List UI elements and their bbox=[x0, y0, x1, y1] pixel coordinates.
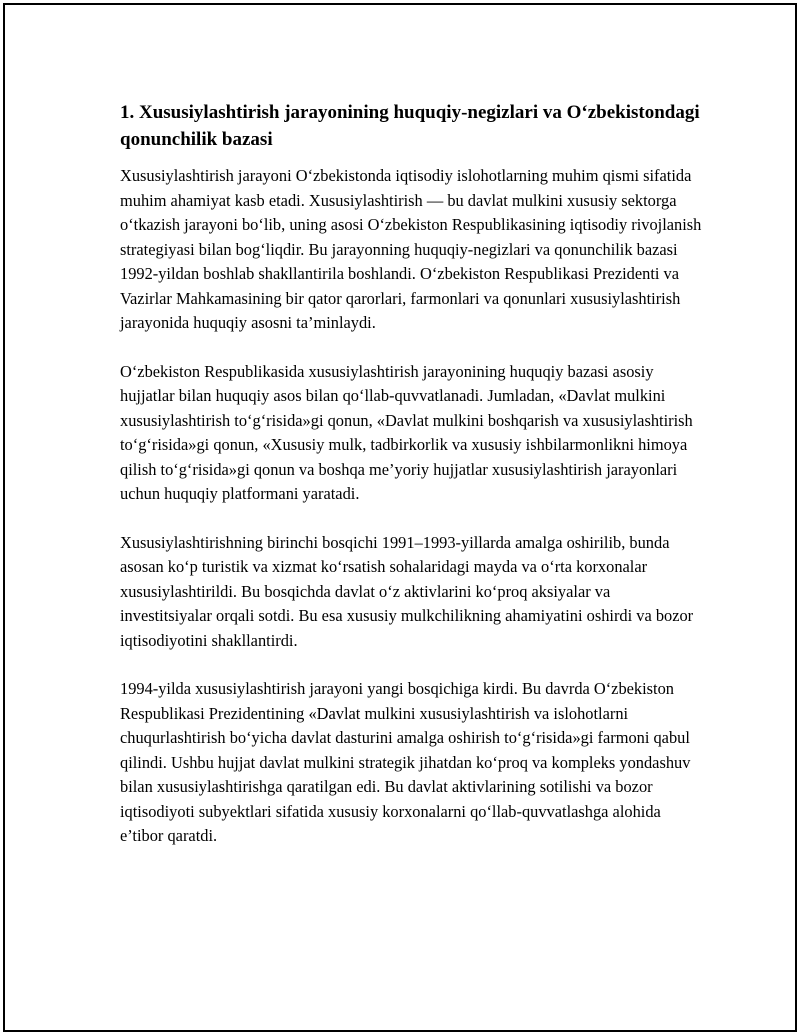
paragraph-2: O‘zbekiston Respublikasida xususiylashtirish jarayonining huquqiy bazasi asosiy hujjatlar bilan huquqiy asos bilan qo‘llab-quvvatlanadi. Jumladan, «Davlat mulkini xususiylashtirish to‘g‘risida»gi qonun, «Davlat mulkini boshqarish va xususiylashtirish to‘g‘risida»gi qonun, «Xususiy mulk, tadbirkorlik va xususiy ishbilarmonlikni himoya qilish to‘g‘risida»gi qonun va boshqa me’yoriy hujjatlar xususiylashtirish jarayonlari uchun huquqiy platformani yaratadi. bbox=[120, 361, 693, 503]
paragraph-4: 1994-yilda xususiylashtirish jarayoni yangi bosqichiga kirdi. Bu davrda O‘zbekiston Respublikasi Prezidentining «Davlat mulkini xususiylashtirish va islohotlarni chuqurlashtirish bo‘yicha davlat dasturini amalga oshirish to‘g‘risida»gi farmoni qabul qilindi. Ushbu hujjat davlat mulkini strategik jihatdan ko‘proq va kompleks yondashuv bilan xususiylashtirishga qaratilgan edi. Bu davlat aktivlarining sotilishi va bozor iqtisodiyoti subyektlari sifatida xususiy korxonalarni qo‘llab-quvvatlashga alohida e’tibor qaratdi. bbox=[120, 679, 691, 845]
document-body bbox=[120, 99, 705, 873]
paragraph-1: Xususiylashtirish jarayoni O‘zbekistonda iqtisodiy islohotlarning muhim qismi sifatida muhim ahamiyat kasb etadi. Xususiylashtirish — bu davlat mulkini xususiy sektorga o‘tkazish jarayoni bo‘lib, uning asosi O‘zbekiston Respublikasining iqtisodiy rivojlanish strategiyasi bilan bog‘liqdir. Bu jarayonning huquqiy-negizlari va qonunchilik bazasi 1992-yildan boshlab shakllantirila boshlandi. O‘zbekiston Respublikasi Prezidenti va Vazirlar Mahkamasining bir qator qarorlari, farmonlari va qonunlari xususiylashtirish jarayonida huquqiy asosni ta’minlaydi. bbox=[120, 166, 702, 332]
page-frame bbox=[3, 3, 797, 1032]
paragraph-3: Xususiylashtirishning birinchi bosqichi 1991–1993-yillarda amalga oshirilib, bunda asosan ko‘p turistik va xizmat ko‘rsatish sohalaridagi mayda va o‘rta korxonalar xususiylashtirildi. Bu bosqichda davlat o‘z aktivlarini ko‘proq aksiyalar va investitsiyalar orqali sotdi. Bu esa xususiy mulkchilikning ahamiyatini oshirdi va bozor iqtisodiyotini shakllantirdi. bbox=[120, 532, 694, 650]
section-heading: 1. Xususiylashtirish jarayonining huquqiy-negizlari va O‘zbekistondagi qonunchilik bazasi bbox=[120, 102, 700, 150]
